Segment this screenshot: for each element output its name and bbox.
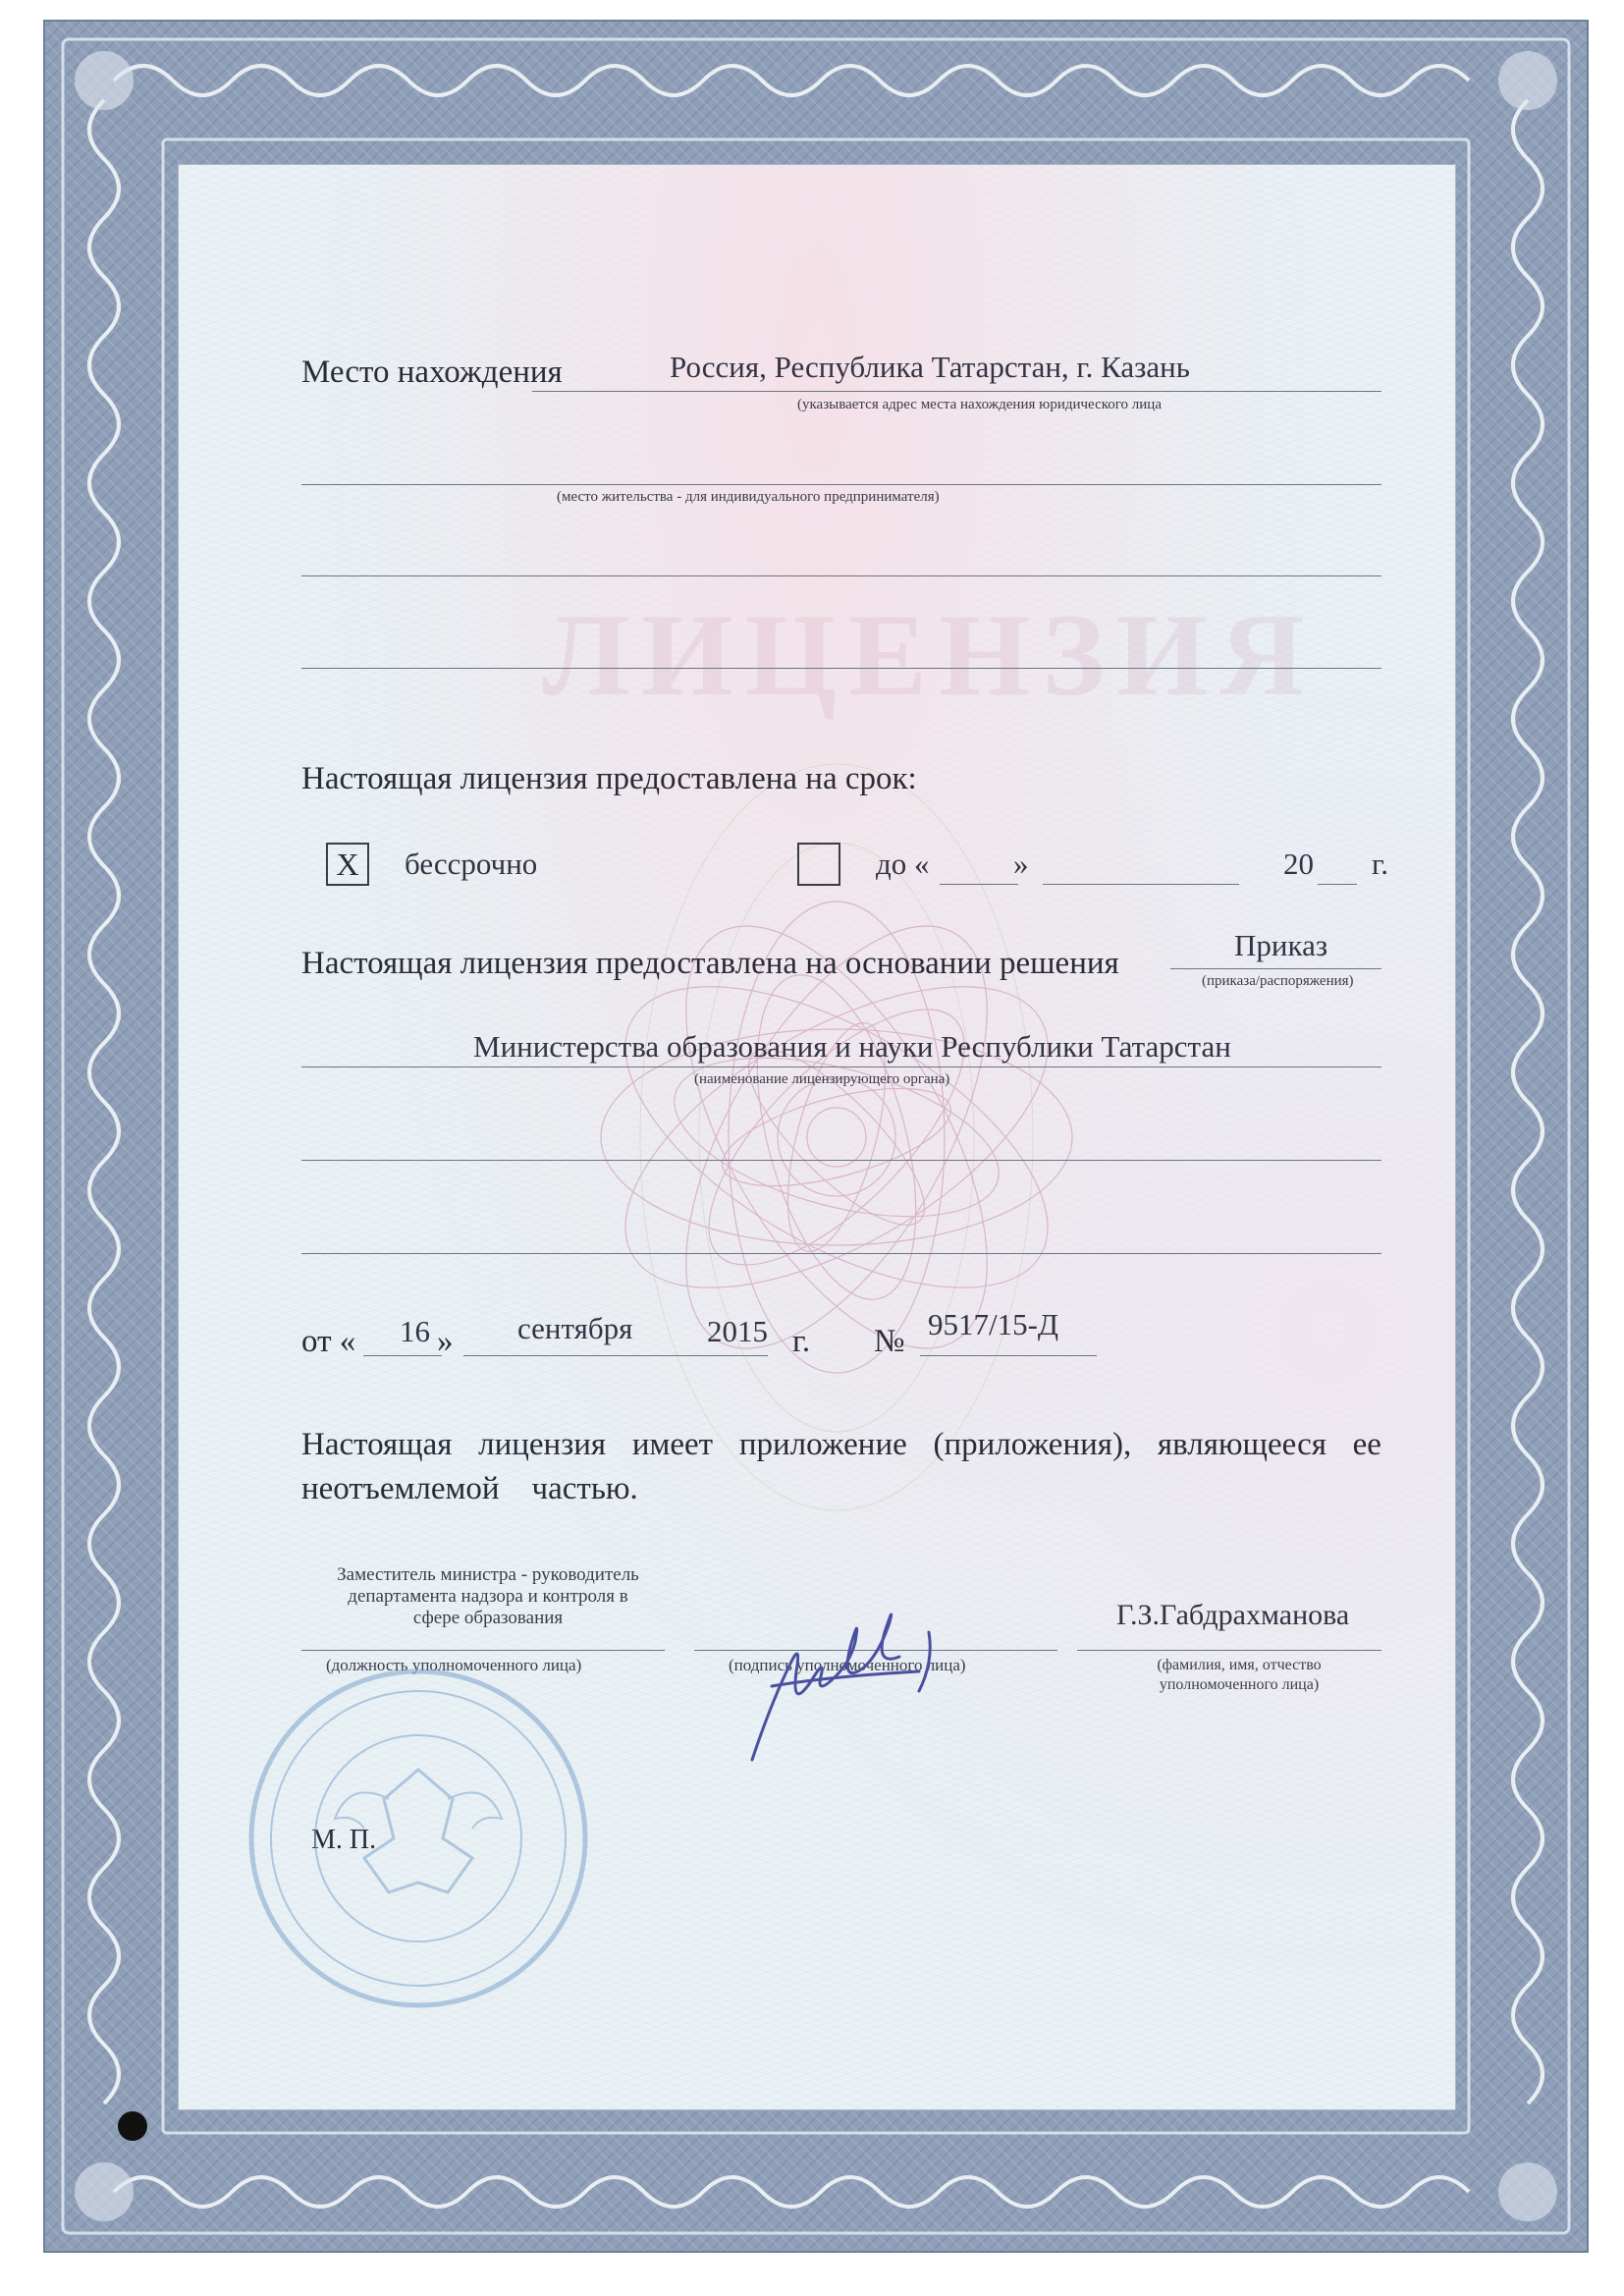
watermark-text: ЛИЦЕНЗИЯ bbox=[542, 589, 1317, 720]
until-year-suffix: г. bbox=[1372, 847, 1388, 881]
authority-value: Министерства образования и науки Республики Татарстан bbox=[473, 1029, 1231, 1064]
date-month: сентября bbox=[517, 1311, 633, 1345]
handwritten-signature-icon bbox=[732, 1593, 978, 1779]
blank-line-1 bbox=[301, 575, 1381, 576]
date-day-line bbox=[363, 1355, 442, 1356]
name-underline bbox=[1077, 1650, 1381, 1651]
name-value: Г.З.Габдрахманова bbox=[1116, 1599, 1350, 1631]
until-year: 20 bbox=[1283, 847, 1314, 881]
term-label: Настоящая лицензия предоставлена на срок: bbox=[301, 761, 917, 796]
basis-underline bbox=[1170, 968, 1381, 969]
number-sign: № bbox=[874, 1324, 905, 1359]
unlimited-checkbox[interactable]: X bbox=[326, 843, 369, 886]
name-hint: (фамилия, имя, отчество уполномоченного лица) bbox=[1157, 1657, 1322, 1693]
appendix-word: (приложения), bbox=[933, 1427, 1132, 1462]
appendix-line-2: неотъемлемой частью. bbox=[301, 1471, 638, 1506]
authority-hint: (наименование лицензирующего органа) bbox=[694, 1071, 950, 1087]
until-checkbox[interactable] bbox=[797, 843, 840, 886]
blank-line-4 bbox=[301, 1253, 1381, 1254]
stamp-place-label: М. П. bbox=[311, 1825, 377, 1855]
location-value: Россия, Республика Татарстан, г. Казань bbox=[670, 350, 1190, 384]
basis-value: Приказ bbox=[1234, 928, 1328, 962]
until-close: » bbox=[1013, 847, 1029, 881]
appendix-word: приложение bbox=[738, 1427, 907, 1462]
number-value: 9517/15-Д bbox=[928, 1307, 1059, 1341]
appendix-word: являющееся bbox=[1157, 1427, 1326, 1462]
official-seal-icon bbox=[242, 1662, 595, 2015]
residence-line bbox=[301, 484, 1381, 485]
basis-label: Настоящая лицензия предоставлена на основании решения bbox=[301, 946, 1119, 981]
date-year: 2015 bbox=[707, 1314, 768, 1348]
unlimited-label: бессрочно bbox=[405, 847, 538, 881]
residence-hint: (место жительства - для индивидуального предпринимателя) bbox=[557, 489, 940, 505]
until-month-line bbox=[1043, 884, 1239, 885]
blank-line-2 bbox=[301, 668, 1381, 669]
basis-hint: (приказа/распоряжения) bbox=[1202, 973, 1354, 989]
position-underline bbox=[301, 1650, 665, 1651]
location-label: Место нахождения bbox=[301, 355, 563, 390]
location-underline bbox=[532, 391, 1381, 392]
signature-hint: (подпись уполномоченного лица) bbox=[729, 1656, 966, 1674]
appendix-word: имеет bbox=[631, 1427, 714, 1462]
date-year-suffix: г. bbox=[792, 1324, 811, 1359]
date-year-line bbox=[694, 1355, 768, 1356]
position-hint: (должность уполномоченного лица) bbox=[326, 1656, 582, 1674]
date-from: от « bbox=[301, 1324, 356, 1359]
appendix-word: Настоящая bbox=[301, 1427, 453, 1462]
date-day: 16 bbox=[400, 1314, 430, 1348]
appendix-line-1 bbox=[301, 1427, 1381, 1463]
until-day-line bbox=[940, 884, 1018, 885]
blank-line-3 bbox=[301, 1160, 1381, 1161]
until-year-line bbox=[1318, 884, 1357, 885]
position-value: Заместитель министра - руководитель департамента надзора и контроля в сфере образования bbox=[337, 1564, 639, 1628]
location-hint: (указывается адрес места нахождения юридического лица bbox=[797, 397, 1162, 412]
appendix-word: ее bbox=[1352, 1427, 1381, 1462]
authority-underline bbox=[301, 1066, 1381, 1067]
date-close: » bbox=[437, 1324, 454, 1359]
number-line bbox=[920, 1355, 1097, 1356]
until-label: до « bbox=[876, 847, 930, 881]
certificate-border bbox=[43, 20, 1589, 2253]
binding-hole bbox=[118, 2111, 147, 2141]
date-month-line bbox=[463, 1355, 694, 1356]
appendix-word: лицензия bbox=[478, 1427, 607, 1462]
